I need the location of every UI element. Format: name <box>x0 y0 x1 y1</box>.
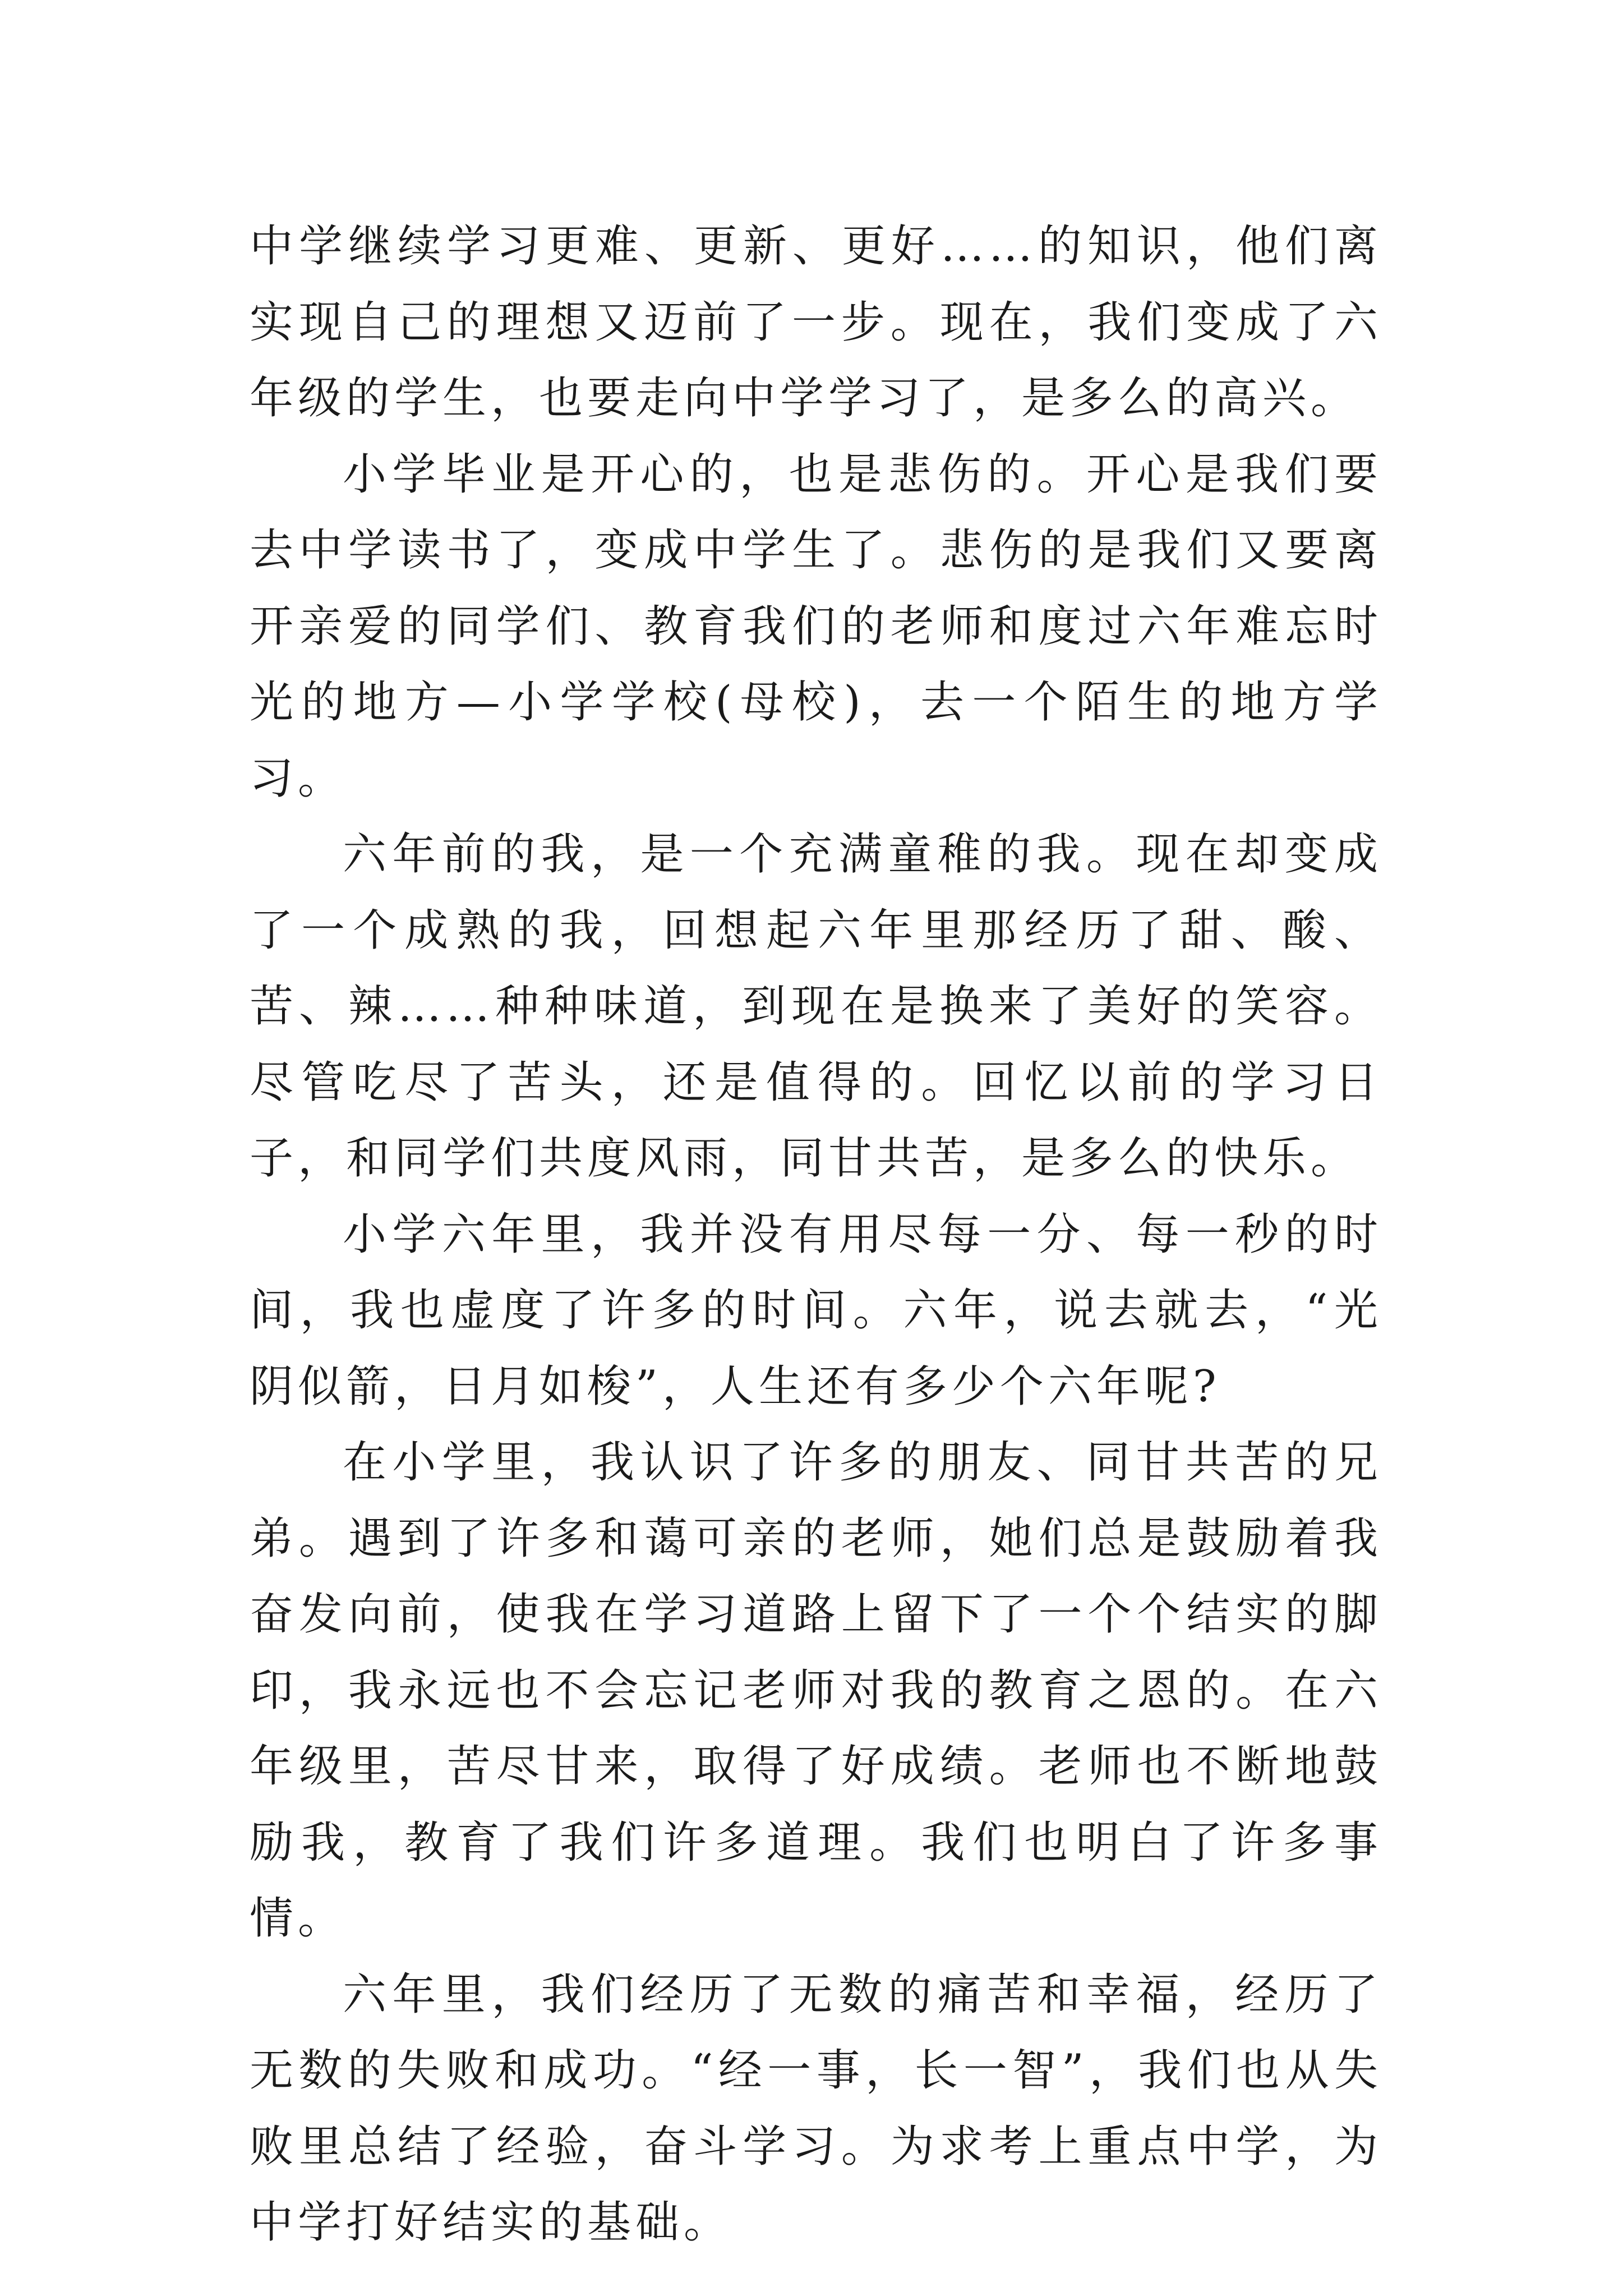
paragraph-3: 六年前的我，是一个充满童稚的我。现在却变成了一个成熟的我，回想起六年里那经历了甜、酸、苦、辣……种种味道，到现在是换来了美好的笑容。尽管吃尽了苦头，还是值得的。回忆以前的学习日子，和同学们共度风雨，同甘共苦，是多么的快乐。 <box>250 829 1382 1184</box>
paragraph-5: 在小学里，我认识了许多的朋友、同甘共苦的兄弟。遇到了许多和蔼可亲的老师，她们总是鼓励着我奋发向前，使我在学习道路上留下了一个个结实的脚印，我永远也不会忘记老师对我的教育之恩的。在六年级里，苦尽甘来，取得了好成绩。老师也不断地鼓励我，教育了我们许多道理。我们也明白了许多事情。 <box>250 1437 1382 1944</box>
document-body <box>250 209 1382 2261</box>
paragraph-6: 六年里，我们经历了无数的痛苦和幸福，经历了无数的失败和成功。“经一事，长一智”，我们也从失败里总结了经验，奋斗学习。为求考上重点中学，为中学打好结实的基础。 <box>250 1969 1382 2248</box>
paragraph-2: 小学毕业是开心的，也是悲伤的。开心是我们要去中学读书了，变成中学生了。悲伤的是我们又要离开亲爱的同学们、教育我们的老师和度过六年难忘时光的地方—小学学校(母校)，去一个陌生的地方学习。 <box>250 449 1382 804</box>
paragraph-4: 小学六年里，我并没有用尽每一分、每一秒的时间，我也虚度了许多的时间。六年，说去就去，“光阴似箭，日月如梭”，人生还有多少个六年呢? <box>250 1209 1382 1412</box>
paragraph-1: 中学继续学习更难、更新、更好……的知识，他们离实现自己的理想又迈前了一步。现在，我们变成了六年级的学生，也要走向中学学习了，是多么的高兴。 <box>250 221 1382 424</box>
